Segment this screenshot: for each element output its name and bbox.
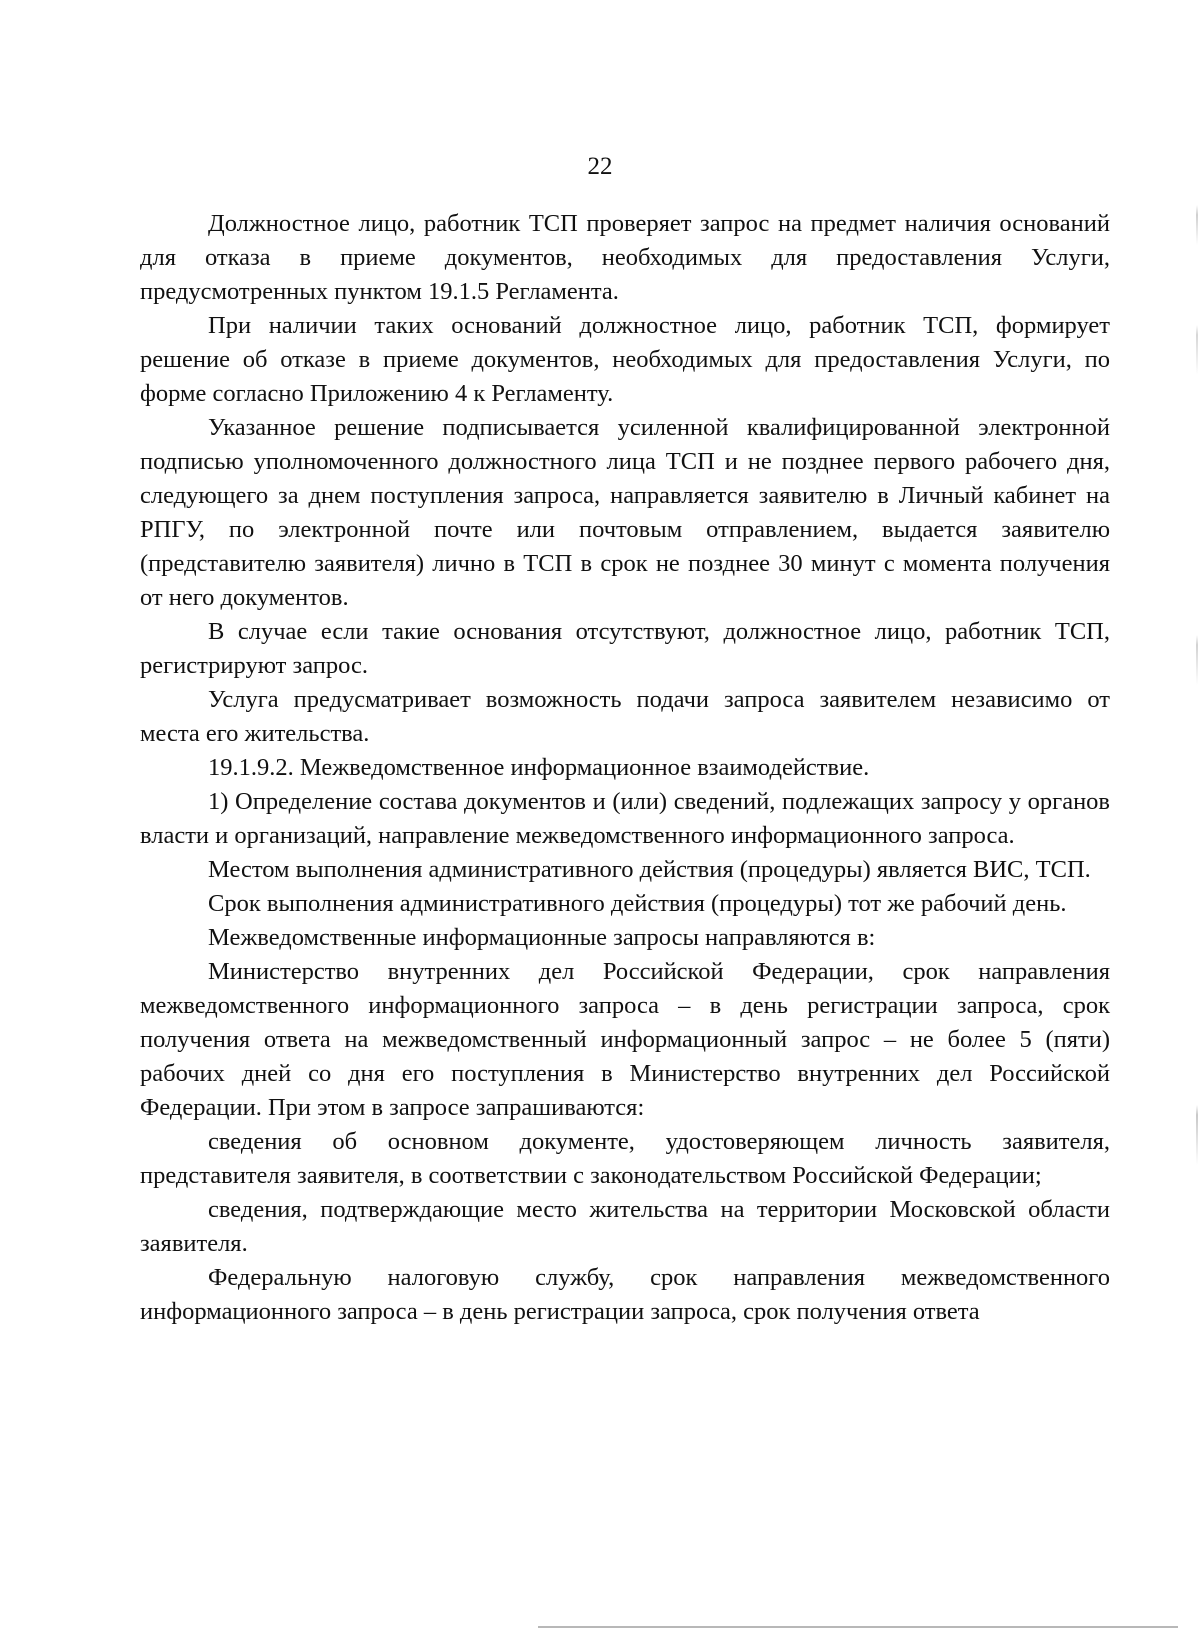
paragraph: Федеральную налоговую службу, срок направления межведомственного информационного запроса – в день регистрации запроса, срок получения ответа xyxy=(140,1264,1110,1325)
page-number: 22 xyxy=(587,153,613,180)
paragraph: Срок выполнения административного действия (процедуры) тот же рабочий день. xyxy=(208,890,1067,917)
paragraph: сведения об основном документе, удостоверяющем личность заявителя, представителя заявителя, в соответствии с законодательством Российской Федерации; xyxy=(140,1128,1110,1189)
paragraph: При наличии таких оснований должностное лицо, работник ТСП, формирует решение об отказе в приеме документов, необходимых для предоставления Услуги, по форме согласно Приложению 4 к Регламенту. xyxy=(140,312,1110,407)
scan-bottom-line xyxy=(538,1626,1178,1628)
paragraph: сведения, подтверждающие место жительства на территории Московской области заявителя. xyxy=(140,1196,1110,1257)
paragraph: Местом выполнения административного действия (процедуры) является ВИС, ТСП. xyxy=(208,856,1091,883)
paragraph: 1) Определение состава документов и (или) сведений, подлежащих запросу у органов власти и организаций, направление межведомственного информационного запроса. xyxy=(140,788,1110,849)
paragraph: Указанное решение подписывается усиленной квалифицированной электронной подписью уполномоченного должностного лица ТСП и не позднее первого рабочего дня, следующего за днем поступления запроса, направляется заявителю в Личный кабинет на РПГУ, по электронной почте или почтовым отправлением, выдается заявителю (представителю заявителя) лично в ТСП в срок не позднее 30 минут с момента получения от него документов. xyxy=(140,414,1110,611)
paragraph: Межведомственные информационные запросы направляются в: xyxy=(208,924,876,951)
section-heading: 19.1.9.2. Межведомственное информационное взаимодействие. xyxy=(208,754,870,781)
paragraph: Должностное лицо, работник ТСП проверяет запрос на предмет наличия оснований для отказа в приеме документов, необходимых для предоставления Услуги, предусмотренных пунктом 19.1.5 Регламента. xyxy=(140,210,1110,305)
paragraph: Министерство внутренних дел Российской Федерации, срок направления межведомственного информационного запроса – в день регистрации запроса, срок получения ответа на межведомственный информационный запрос – не более 5 (пяти) рабочих дней со дня его поступления в Министерство внутренних дел Российской Федерации. При этом в запросе запрашиваются: xyxy=(140,958,1110,1121)
paragraph: В случае если такие основания отсутствуют, должностное лицо, работник ТСП, регистрируют запрос. xyxy=(140,618,1110,679)
scan-edge-artifact xyxy=(1196,205,1198,1205)
document-body xyxy=(140,207,1110,1329)
paragraph: Услуга предусматривает возможность подачи запроса заявителем независимо от места его жительства. xyxy=(140,686,1110,747)
